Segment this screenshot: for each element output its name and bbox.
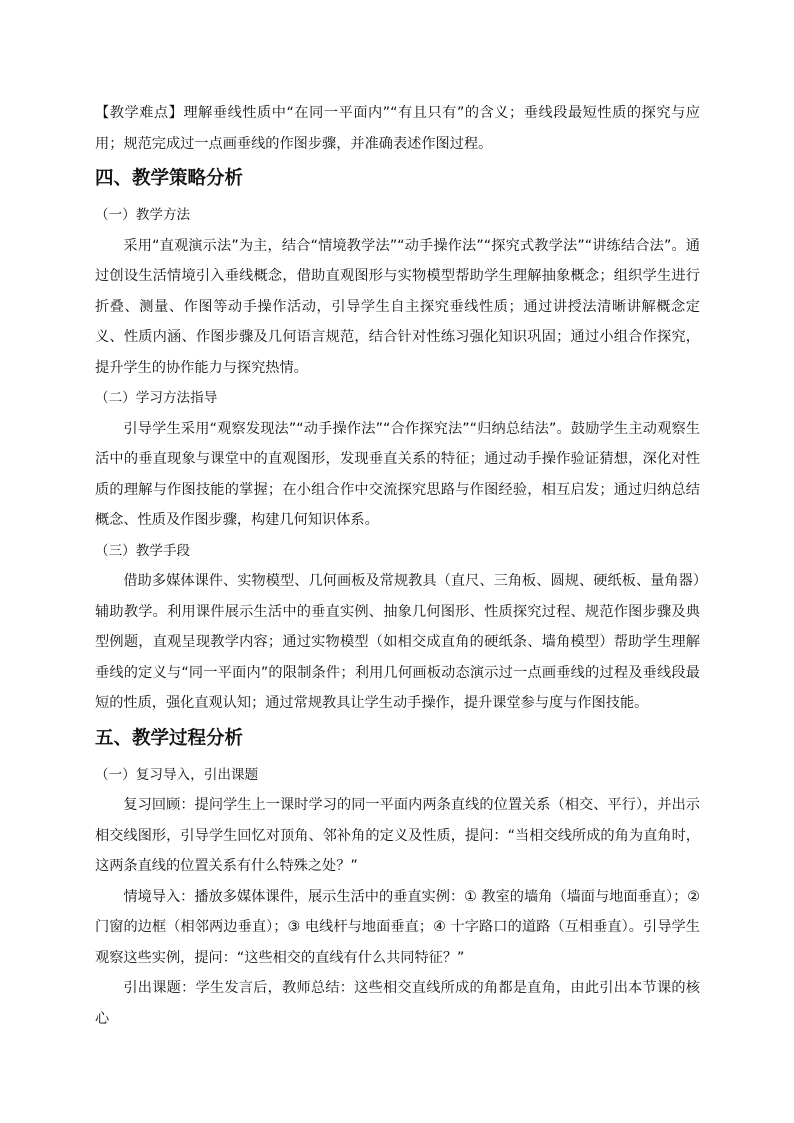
teaching-difficulty-text: 理解垂线性质中“在同一平面内”“有且只有”的含义；垂线段最短性质的探究与应用；规范完成过一点画垂线的作图步骤，并准确表述作图过程。 <box>95 105 700 152</box>
section-4-sub-2-body: 引导学生采用“观察发现法”“动手操作法”“合作探究法”“归纳总结法”。鼓励学生主动观察生活中的垂直现象与课堂中的直观图形，发现垂直关系的特征；通过动手操作验证猜想，深化对性质的理解与作图技能的掌握；在小组合作中交流探究思路与作图经验，相互启发；通过归纳总结概念、性质及作图步骤，构建几何知识体系。 <box>95 420 700 528</box>
section-5-heading: 五、教学过程分析 <box>95 727 244 749</box>
section-4-sub-1-heading: （一）教学方法 <box>95 207 191 223</box>
section-4-sub-3-body: 借助多媒体课件、实物模型、几何画板及常规教具（直尺、三角板、圆规、硬纸板、量角器）辅助教学。利用课件展示生活中的垂直实例、抽象几何图形、性质探究过程、规范作图步骤及典型例题，直观呈现教学内容；通过实物模型（如相交成直角的硬纸条、墙角模型）帮助学生理解垂线的定义与“同一平面内”的限制条件；利用几何画板动态演示过一点画垂线的过程及垂线段最短的性质，强化直观认知；通过常规教具让学生动手操作，提升课堂参与度与作图技能。 <box>95 573 700 711</box>
topic-intro-paragraph: 引出课题：学生发言后，教师总结：这些相交直线所成的角都是直角，由此引出本节课的核心 <box>95 980 700 1027</box>
section-5-sub-1-heading: （一）复习导入，引出课题 <box>95 766 259 783</box>
section-4-sub-3-heading: （三）教学手段 <box>95 542 191 559</box>
section-4-heading: 四、教学策略分析 <box>95 168 244 189</box>
teaching-difficulty-paragraph <box>95 98 700 159</box>
section-4-sub-2-heading: （二）学习方法指导 <box>95 390 218 406</box>
section-4-sub-1-body: 采用“直观演示法”为主，结合“情境教学法”“动手操作法”“探究式教学法”“讲练结合法”。通过创设生活情境引入垂线概念，借助直观图形与实物模型帮助学生理解抽象概念；组织学生进行折叠、测量、作图等动手操作活动，引导学生自主探究垂线性质；通过讲授法清晰讲解概念定义、性质内涵、作图步骤及几何语言规范，结合针对性练习强化知识巩固；通过小组合作探究，提升学生的协作能力与探究热情。 <box>95 237 700 376</box>
review-paragraph: 复习回顾：提问学生上一课时学习的同一平面内两条直线的位置关系（相交、平行），并出示相交线图形，引导学生回忆对顶角、邻补角的定义及性质，提问：“当相交线所成的角为直角时，这两条直线的位置关系有什么特殊之处？” <box>95 797 700 874</box>
document-page <box>95 98 700 1034</box>
teaching-difficulty-label: 【教学难点】 <box>95 105 184 121</box>
situation-intro-paragraph: 情境导入：播放多媒体课件，展示生活中的垂直实例：① 教室的墙角（墙面与地面垂直）；② 门窗的边框（相邻两边垂直）；③ 电线杆与地面垂直；④ 十字路口的道路（互相垂直）。引导学生观察这些实例，提问：“这些相交的直线有什么共同特征？” <box>95 888 700 966</box>
